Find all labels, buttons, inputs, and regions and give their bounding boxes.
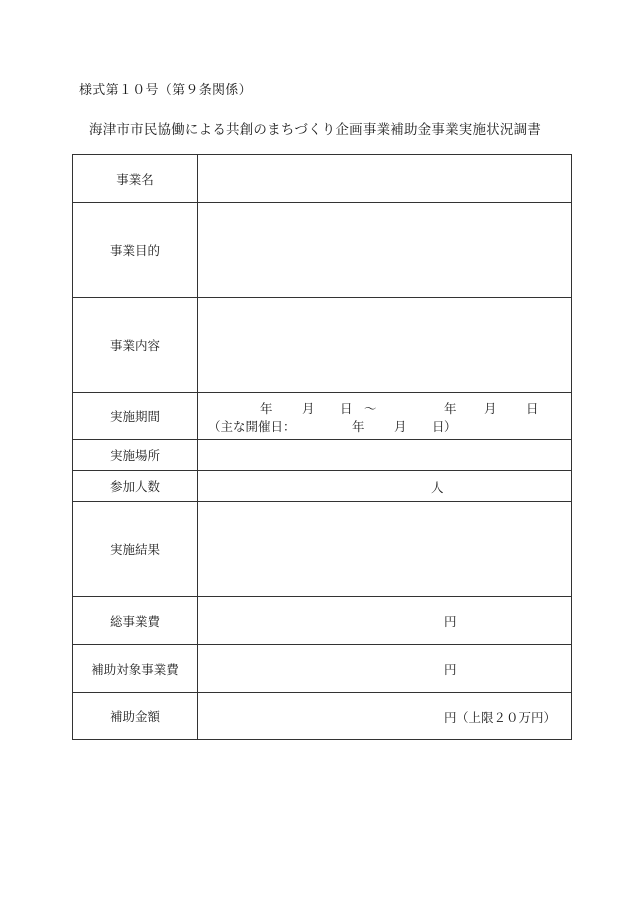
row-project-name — [73, 155, 572, 203]
main-open-year-label: 年 — [352, 419, 365, 434]
label-project-content: 事業内容 — [73, 298, 198, 393]
field-total-cost[interactable] — [198, 597, 572, 645]
label-project-name: 事業名 — [73, 155, 198, 203]
row-project-content — [73, 298, 572, 393]
period-end-year-label: 年 — [444, 401, 457, 416]
period-tilde: ～ — [364, 401, 377, 416]
row-eligible-cost — [73, 645, 572, 693]
row-venue — [73, 440, 572, 471]
label-project-purpose: 事業目的 — [73, 203, 198, 298]
field-participants[interactable] — [198, 471, 572, 502]
field-project-purpose[interactable] — [198, 203, 572, 298]
report-table — [72, 154, 572, 740]
field-project-name[interactable] — [198, 155, 572, 203]
row-implementation-period — [73, 393, 572, 440]
label-implementation-result: 実施結果 — [73, 502, 198, 597]
label-participants: 参加人数 — [73, 471, 198, 502]
subsidy-unit: 円 — [444, 710, 457, 725]
label-subsidy-amount: 補助金額 — [73, 693, 198, 740]
period-end-month-label: 月 — [484, 401, 497, 416]
field-eligible-cost[interactable] — [198, 645, 572, 693]
form-number: 様式第１０号（第９条関係） — [79, 83, 252, 98]
total-cost-unit: 円 — [444, 614, 457, 629]
row-project-purpose — [73, 203, 572, 298]
period-end-day-label: 日 — [526, 401, 539, 416]
period-start-day-label: 日 — [340, 401, 353, 416]
main-open-month-label: 月 — [394, 419, 407, 434]
period-start-year-label: 年 — [260, 401, 273, 416]
participants-unit: 人 — [431, 480, 444, 495]
field-venue[interactable] — [198, 440, 572, 471]
row-implementation-result — [73, 502, 572, 597]
row-total-cost — [73, 597, 572, 645]
field-implementation-result[interactable] — [198, 502, 572, 597]
main-open-day-label: 日 — [432, 419, 445, 434]
label-venue: 実施場所 — [73, 440, 198, 471]
row-subsidy-amount — [73, 693, 572, 740]
eligible-cost-unit: 円 — [444, 662, 457, 677]
document-title: 海津市市民協働による共創のまちづくり企画事業補助金事業実施状況調書 — [89, 122, 541, 138]
row-participants — [73, 471, 572, 502]
main-open-date-label: （主な開催日： — [208, 419, 296, 434]
main-open-close-paren: ） — [444, 419, 457, 434]
field-subsidy-amount[interactable] — [198, 693, 572, 740]
subsidy-limit-note: （上限２０万円） — [456, 710, 557, 725]
period-start-month-label: 月 — [302, 401, 315, 416]
label-implementation-period: 実施期間 — [73, 393, 198, 440]
label-eligible-cost: 補助対象事業費 — [73, 645, 198, 693]
field-implementation-period[interactable] — [198, 393, 572, 440]
label-total-cost: 総事業費 — [73, 597, 198, 645]
field-project-content[interactable] — [198, 298, 572, 393]
